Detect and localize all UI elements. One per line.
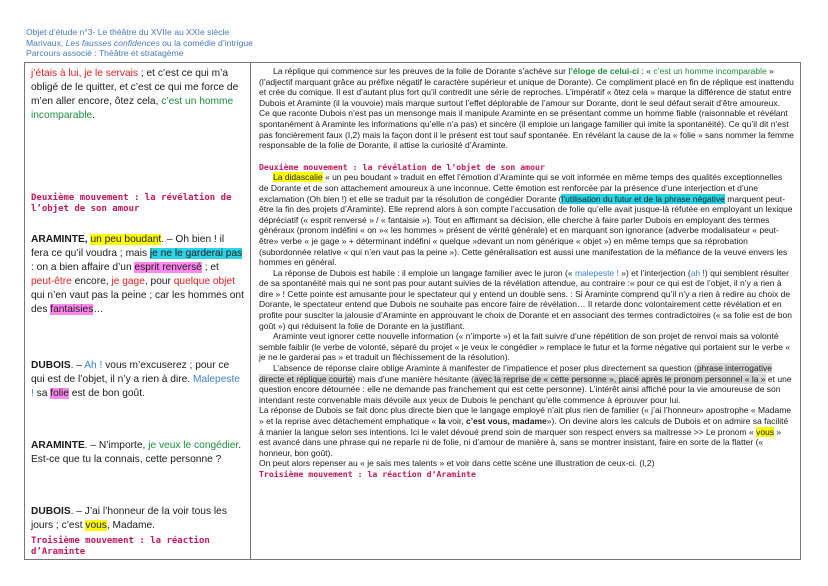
analysis-paragraph-5: Araminte veut ignorer cette nouvelle information (« n’importe ») et la fait suivre d’une répétition de son projet de renvoi mais sa volonté semble faiblir (le verbe de volonté, séparé du projet « je veux le congédier » remplace le futur et la forme négative qui portaient sur le verbe « je ne le garderai pas » et traduit un fléchissement de la résolution). [259, 331, 791, 363]
header-line-3: Parcours associé : Théâtre et stratagème [26, 48, 184, 59]
excerpt-araminte-reply-2: ARAMINTE. – N’importe, je veux le congédier. Est-ce que tu la connais, cette personne ? [31, 440, 242, 465]
spacer [31, 123, 244, 193]
excerpt-dubois-reply-1: DUBOIS. – Ah ! vous m’excuserez ; pour ce qui est de l’objet, il n’y a rien à dire. Malepeste ! sa folie est de bon goût. [31, 360, 240, 399]
spacer [31, 467, 244, 505]
document-header [26, 27, 806, 59]
excerpt-dubois-reply-2: DUBOIS. – J’ai l’honneur de la voir tous les jours ; c’est vous, Madame. [31, 506, 227, 531]
analysis-paragraph-2: Ce que raconte Dubois n’est pas un mensonge mais il manipule Araminte en se présentant comme un homme fiable (raisonnable et révélant spontanément à Araminte les informations qu’elle n’a pas) et sincère (il emploie un langage familier qui imite la spontanéité). Ce qu’il dit n’est pas foncièrement faux (I,2) mais la façon dont il le présent est tout sauf spontanée. En révélant la cause de la « folie » sans nommer la femme responsable de la folie de Dorante, il attise la curiosité d’Araminte. [259, 108, 794, 151]
analysis-column [251, 63, 801, 560]
header-line-1: Objet d’étude n°3- Le théâtre du XVIIe au XXIe siècle [26, 27, 230, 37]
analysis-paragraph-6: L’absence de réponse claire oblige Araminte à manifester de l’impatience et poser plus directement sa question (phrase interrogative directe et réplique courte) mais d’une manière hésitante (avec la reprise de « cette personne », placé après le pronom personnel « la » et une question encore détournée : elle ne demande pas franchement qui est cette personne). L’intérêt ainsi affiché pour la vie amoureuse de son intendant reste convenable mais dévoile aux yeux de Dubois le penchant qu’elle commence à éprouver pour lui. [259, 363, 792, 405]
header-line-2 [26, 38, 806, 49]
analysis-paragraph-8: On peut alors repenser au « je sais mes talents » et voir dans cette scène une illustration de ceux-ci. (I,2) [259, 458, 655, 469]
play-excerpt [25, 63, 250, 558]
analysis-text [251, 63, 800, 480]
spacer [31, 401, 244, 439]
right-movement-2-heading: Deuxième mouvement : la révélation de l’objet de son amour [259, 161, 545, 172]
analysis-paragraph-4: La réponse de Dubois est habile : il emploie un langage familier avec le juron (« malepeste ! ») et l’interjection (ah !) qui semblent résulter de sa spontanéité mais qui ne sont pas pour autant suivies de la révélation attendue, au contraire :« pour ce qui est de l’objet, il n’y a rien à dire » ! Cette pointe est amusante pour le spectateur qui y entend un double sens. : Si Araminte comprend qu’il n’y a rien à redire au choix de Dorante, le spectateur entend que Dubois ne souhaite pas encore faire de révélation… Il retarde donc volontairement cette révélation et en profite pour susciter la jalousie d’Araminte en approuvant le choix de Dorante et en associant des termes contradictoires (« sa folie est de bon goût ») qui réduisent la folie de Dorante en la justifiant. [259, 267, 792, 331]
analysis-paragraph-7: La réponse de Dubois se fait donc plus directe bien que le langage employé n’ait plus rien de familier (« j’ai l’honneur» apostrophe « Madame » et la reprise avec détachement emphatique « la voir, c’est vous, madame»). On devine alors les calculs de Dubois et on admire sa facilité à manier la langue selon ses intentions. Ici le valet dévoué prend soin de marquer son respect envers sa maitresse >> Le pronom « vous » est avancé dans une phrase qui ne reparle ni de folie, ni d’amour de manière à, sans se montrer insistant, faire en sorte de la flatter (« honneur, bon goût). [259, 405, 792, 458]
header-author: Marivaux, [26, 37, 66, 48]
spacer [31, 317, 244, 359]
excerpt-araminte-reply-1: ARAMINTE, un peu boudant. – Oh bien ! il fera ce qu’il voudra ; mais je ne le garderai pas : on a bien affaire d’un esprit renversé ; et peut-être encore, je gage, pour quelque objet qui n’en vaut pas la peine ; car les hommes ont des fantaisies… [31, 234, 244, 315]
header-line-2-rest: ou la comédie d’intrigue [159, 37, 253, 48]
analysis-paragraph-1: La réplique qui commence sur les preuves de la folie de Dorante s’achève sur l’éloge de celui-ci : « c’est un homme incomparable » (l’adjectif marquant grâce au préfixe négatif le caractère supérieur et unique de Dorante). Ce compliment placé en fin de réplique est inattendu et crée du comique. Il est d’autant plus fort qu’il contredit une série de reproches. L’impératif « ôtez cela » marque la différence de statut entre Dubois et Araminte (il la vouvoie) mais marque surtout l’effet déplorable de l’amour sur Dorante, dont le seul défaut serait d’être amoureux. [259, 66, 794, 108]
right-movement-3-heading: Troisième mouvement : la réaction d’Araminte [259, 468, 476, 479]
text-column [25, 63, 251, 560]
excerpt-paragraph-1: j’étais à lui, je le servais ; et c’est ce qui m’a obligé de le quitter, et c’est ce qui me force de m’en aller encore, ôtez cela, c’est un homme incomparable. [31, 68, 239, 121]
left-movement-2-heading: Deuxième mouvement : la révélation de l’objet de son amour [31, 193, 232, 214]
header-work-title: Les fausses confidences [65, 37, 160, 48]
analysis-table [24, 62, 801, 560]
spacer [259, 151, 794, 162]
analysis-paragraph-3: La didascalie « un peu boudant » traduit en effet l’émotion d’Araminte qui se voit informée en même temps des qualités exceptionnelles de Dorante et de son attachement amoureux à une inconnue. Cette émotion est renforcée par la présence d’une interjection et d’une exclamation (Oh bien !) et elle se traduit par la résolution de congédier Dorante (l’utilisation du futur et de la phrase négative marquent peut-être la fin des projets d’Araminte). Elle reprend alors à son compte l’accusation de folie qu’elle avait jusque-là réfutée en employant un lexique dépréciatif (« esprit renversé » / « fantaisie »). Tout en affirmant sa décision, elle cherche à faire parler Dubois en employant des termes généraux (pronom indéfini « on »« les hommes » présent de vérité générale) et en marquant son ignorance (adverbe modalisateur « peut-être» verbe « je gage » + déterminant indéfini « quelque »devant un nom générique « objet ») en même temps que sa réprobation (subordonnée relative « qui n’en vaut pas la peine »). Cette généralisation est aussi une manifestation de la méfiance de la veuve envers les hommes en général. [259, 172, 793, 268]
spacer [31, 215, 244, 233]
left-movement-3-heading: Troisième mouvement : la réaction d’Araminte [31, 536, 210, 557]
